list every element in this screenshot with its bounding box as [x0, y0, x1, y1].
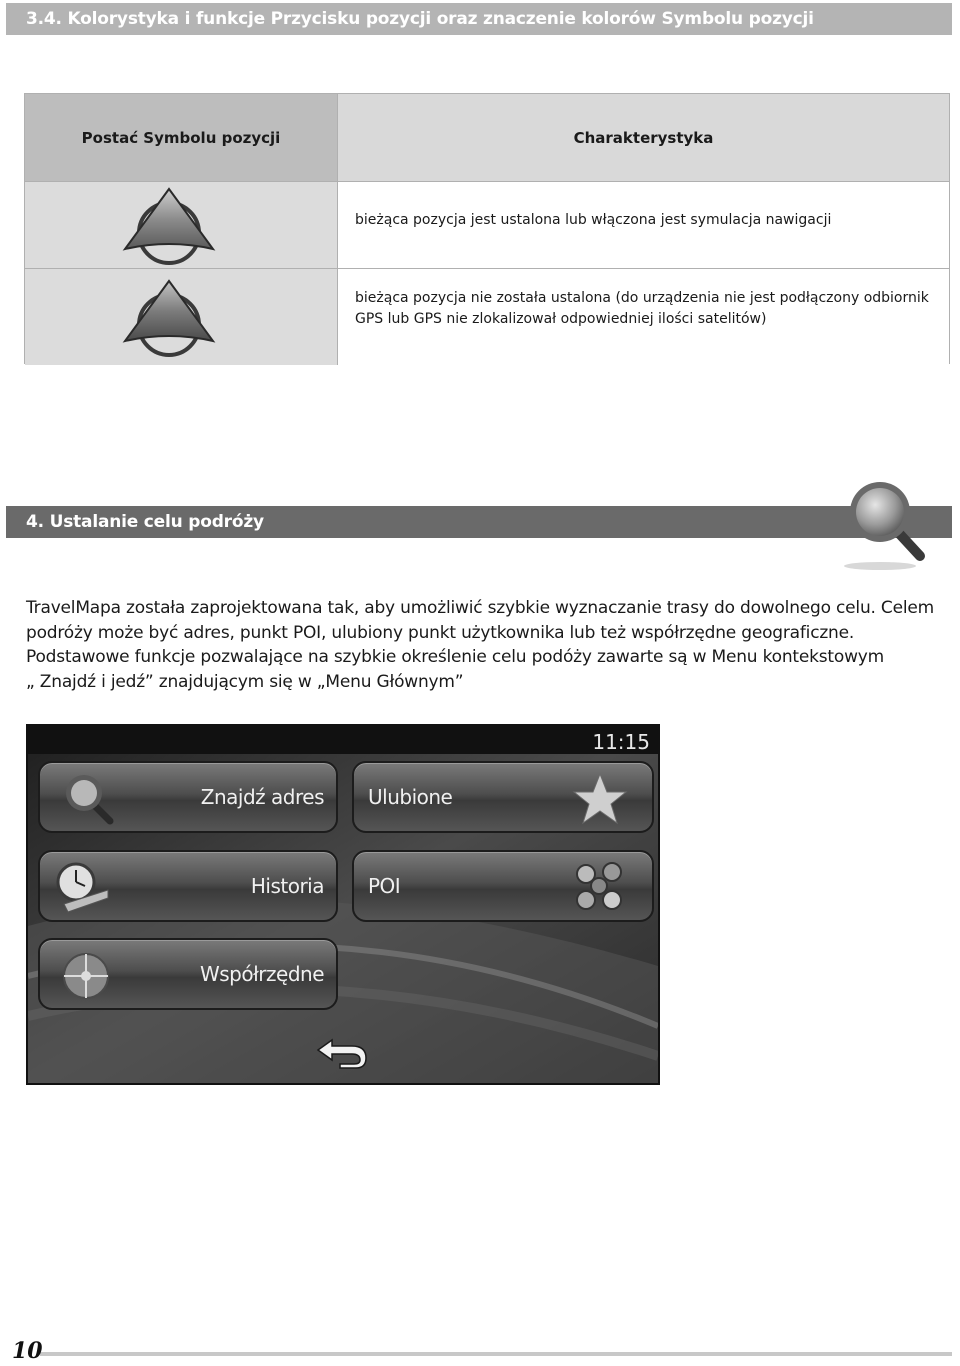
- button-label: Współrzędne: [199, 962, 324, 986]
- poi-button[interactable]: [352, 850, 654, 922]
- globe-icon: [60, 948, 116, 1004]
- section-title: 4. Ustalanie celu podróży: [26, 512, 264, 532]
- table-row: [25, 182, 949, 268]
- button-label: Znajdź adres: [200, 785, 324, 809]
- page-number: 10: [12, 1338, 43, 1364]
- column-header-characteristic: Charakterystyka: [573, 129, 714, 147]
- history-button[interactable]: [38, 850, 338, 922]
- section-header-bar: [6, 506, 952, 538]
- row-description: bieżąca pozycja jest ustalona lub włączona jest symulacja nawigacji: [355, 212, 832, 228]
- magnifier-icon: [842, 478, 926, 574]
- device-screen: [26, 724, 660, 1085]
- coordinates-button[interactable]: [38, 938, 338, 1010]
- magnifier-icon: [60, 771, 116, 827]
- symbol-table: [24, 93, 950, 364]
- button-label: Historia: [250, 874, 324, 898]
- button-label: Ulubione: [368, 785, 453, 809]
- button-label: POI: [368, 874, 401, 898]
- table-header-row: [25, 94, 949, 181]
- poi-icon: [572, 860, 628, 916]
- position-arrow-icon: [121, 277, 217, 357]
- row-description: bieżąca pozycja nie została ustalona (do urządzenia nie jest podłączony odbiornik GPS lub GPS nie zlokalizował odpowiedniej ilości satelitów): [355, 290, 929, 327]
- section-paragraph: TravelMapa została zaprojektowana tak, aby umożliwić szybkie wyznaczanie trasy do dowolnego celu. Celem podróży może być adres, punkt POI, ulubiony punkt użytkownika lub też współrzędne geograficzne. Podstawowe funkcje pozwalające na szybkie określenie celu podóży zawarte są w Menu kontekstowym „ Znajdź i jedź” znajdującym się w „Menu Głównym”: [26, 598, 935, 692]
- table-row: [25, 269, 949, 365]
- clock-icon: [54, 860, 110, 916]
- section-title: 3.4. Kolorystyka i funkcje Przycisku pozycji oraz znaczenie kolorów Symbolu pozycji: [26, 9, 814, 29]
- column-header-symbol: Postać Symbolu pozycji: [81, 129, 281, 147]
- clock: 11:15: [592, 730, 650, 754]
- favourites-button[interactable]: [352, 761, 654, 833]
- find-address-button[interactable]: [38, 761, 338, 833]
- footer-divider: [40, 1352, 952, 1356]
- section-header-bar: [6, 3, 952, 35]
- star-icon: [572, 771, 628, 827]
- position-arrow-icon: [121, 185, 217, 265]
- back-arrow-icon[interactable]: [314, 1034, 370, 1070]
